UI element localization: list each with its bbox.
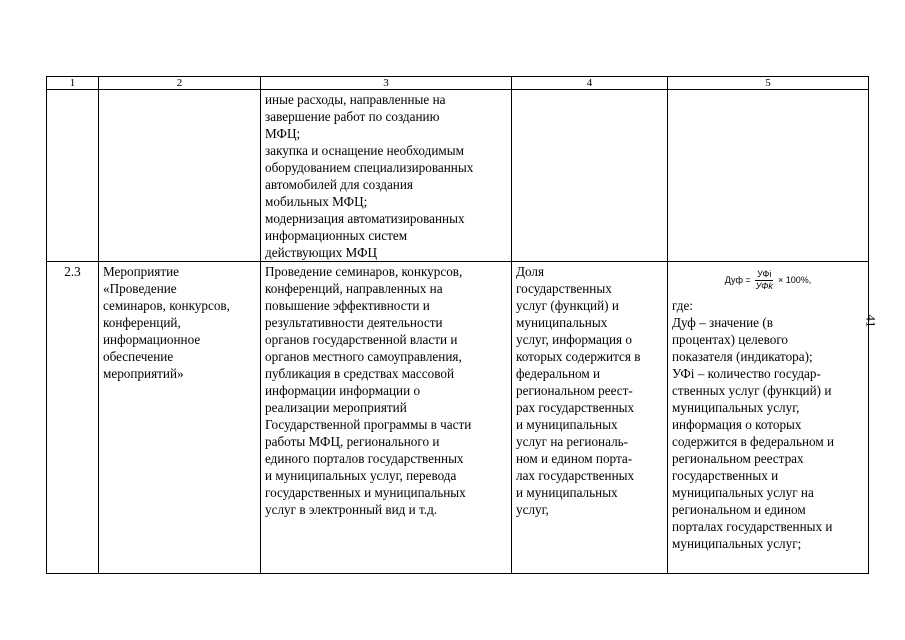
text-line: автомобилей для создания — [265, 177, 413, 192]
text-line: содержится в федеральном и — [672, 434, 835, 449]
text-line: работы МФЦ, регионального и — [265, 434, 440, 449]
text-line: где: — [672, 298, 693, 313]
text-line: услуг, информация о — [516, 332, 632, 347]
text-line: и муниципальных — [516, 485, 618, 500]
text-line: государственных и — [672, 468, 779, 483]
row1-name-cell — [99, 90, 261, 262]
row2-number-cell: 2.3 — [47, 262, 99, 574]
text-line: информации информации о — [265, 383, 421, 398]
formula — [672, 263, 864, 297]
text-line: обеспечение — [103, 349, 174, 364]
text-line: мероприятий» — [103, 366, 184, 381]
text-line: муниципальных — [516, 315, 608, 330]
text-line: лах государственных — [516, 468, 635, 483]
text-line: повышение эффективности и — [265, 298, 430, 313]
text-line: порталах государственных и — [672, 519, 833, 534]
row2-indicator-cell — [512, 262, 668, 574]
formula-numerator: УФі — [757, 268, 772, 279]
text-line: показателя (индикатора); — [672, 349, 813, 364]
row1-indicator-cell — [512, 90, 668, 262]
text-line: Проведение семинаров, конкурсов, — [265, 264, 463, 279]
header-cell-5: 5 — [668, 77, 869, 90]
text-line: единого порталов государственных — [265, 451, 464, 466]
text-line: семинаров, конкурсов, — [103, 298, 230, 313]
text-line: государственных — [516, 281, 612, 296]
formula-lhs: Дуф = — [724, 274, 751, 285]
formula-denominator: УФk — [755, 280, 773, 291]
text-line: МФЦ; — [265, 126, 301, 141]
text-line: муниципальных услуг на — [672, 485, 814, 500]
header-cell-4: 4 — [512, 77, 668, 90]
text-line: и муниципальных услуг, перевода — [265, 468, 457, 483]
text-line: ном и едином порта- — [516, 451, 633, 466]
text-line: действующих МФЦ — [265, 245, 378, 260]
text-line: оборудованием специализированных — [265, 160, 474, 175]
text-line: иные расходы, направленные на — [265, 92, 446, 107]
row2-name-cell — [99, 262, 261, 574]
text-line: конференций, направленных на — [265, 281, 443, 296]
text-line: Мероприятие — [103, 264, 180, 279]
text-line: информационное — [103, 332, 201, 347]
text-line: информация о которых — [672, 417, 802, 432]
text-line: информационных систем — [265, 228, 408, 243]
text-line: услуг (функций) и — [516, 298, 619, 313]
header-cell-3: 3 — [261, 77, 512, 90]
text-line: органов государственной власти и — [265, 332, 458, 347]
row2-formula-cell — [668, 262, 869, 574]
row2-description-cell — [261, 262, 512, 574]
text-line: ственных услуг (функций) и — [672, 383, 832, 398]
row1-number-cell — [47, 90, 99, 262]
text-line: модернизация автоматизированных — [265, 211, 465, 226]
table-row — [47, 262, 869, 574]
formula-rhs: × 100%, — [777, 274, 812, 285]
text-line: Доля — [516, 264, 545, 279]
text-line: мобильных МФЦ; — [265, 194, 368, 209]
text-line: и муниципальных — [516, 417, 618, 432]
text-line: которых содержится в — [516, 349, 641, 364]
program-table — [46, 76, 869, 574]
text-line: Дуф – значение (в — [672, 315, 773, 330]
text-line: услуг на региональ- — [516, 434, 629, 449]
text-line: публикация в средствах массовой — [265, 366, 455, 381]
text-line: органов местного самоуправления, — [265, 349, 462, 364]
text-line: муниципальных услуг, — [672, 400, 800, 415]
text-line: региональном и едином — [672, 502, 806, 517]
text-line: результативности деятельности — [265, 315, 443, 330]
table-row — [47, 90, 869, 262]
text-line: Государственной программы в части — [265, 417, 472, 432]
row1-description-cell — [261, 90, 512, 262]
text-line: государственных и муниципальных — [265, 485, 466, 500]
text-line: федеральном и — [516, 366, 601, 381]
text-line: реализации мероприятий — [265, 400, 407, 415]
header-cell-1: 1 — [47, 77, 99, 90]
text-line: региональном реестрах — [672, 451, 804, 466]
text-line: муниципальных услуг; — [672, 536, 802, 551]
page-number: 41 — [863, 314, 879, 328]
text-line: рах государственных — [516, 400, 635, 415]
header-cell-2: 2 — [99, 77, 261, 90]
text-line: УФі – количество государ- — [672, 366, 821, 381]
text-line: «Проведение — [103, 281, 177, 296]
text-line: закупка и оснащение необходимым — [265, 143, 464, 158]
header-row — [47, 77, 869, 90]
formula-fraction — [754, 269, 775, 292]
text-line: процентах) целевого — [672, 332, 789, 347]
text-line: конференций, — [103, 315, 181, 330]
text-line: региональном реест- — [516, 383, 633, 398]
text-line: услуг, — [516, 502, 549, 517]
text-line: услуг в электронный вид и т.д. — [265, 502, 438, 517]
text-line: завершение работ по созданию — [265, 109, 440, 124]
row1-formula-cell — [668, 90, 869, 262]
